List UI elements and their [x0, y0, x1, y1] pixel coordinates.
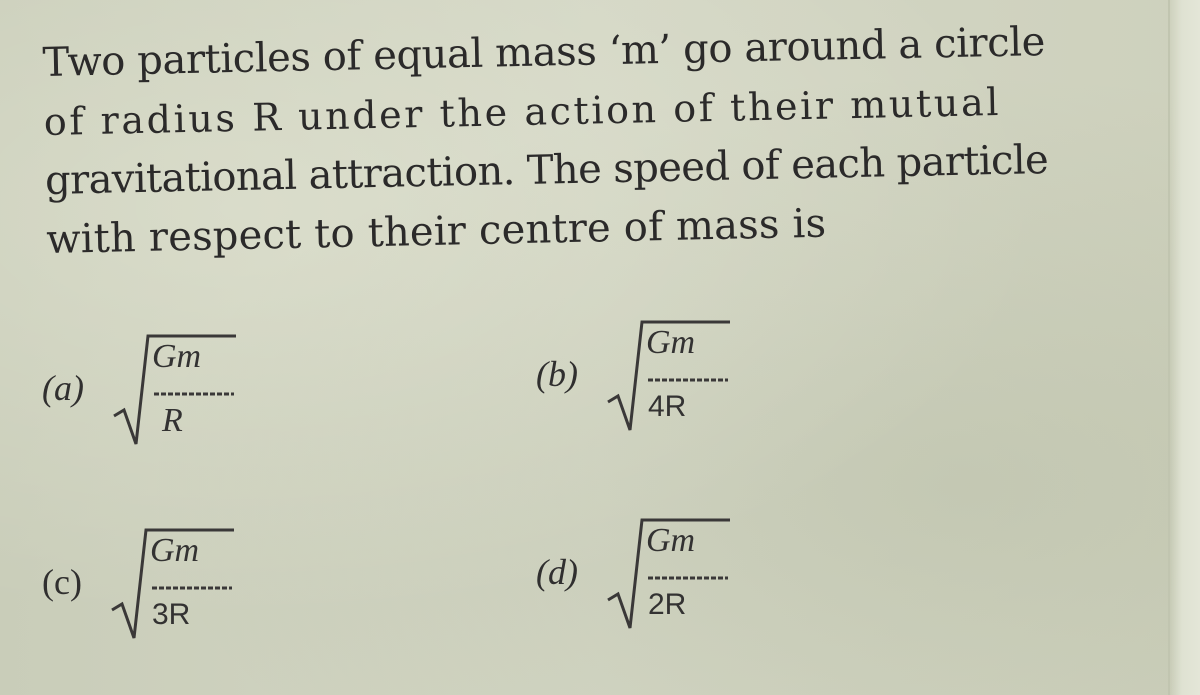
- option-d-numerator: Gm: [645, 522, 696, 559]
- option-c-label: (c): [42, 562, 82, 602]
- option-d-label: (d): [536, 552, 578, 592]
- option-c[interactable]: [42, 522, 238, 642]
- option-a[interactable]: [42, 328, 240, 448]
- option-c-formula: [108, 522, 238, 642]
- option-c-denominator: 3R: [151, 598, 191, 631]
- option-a-numerator: Gm: [151, 338, 202, 375]
- option-a-denominator: R: [161, 402, 183, 439]
- option-b-formula: [604, 314, 734, 434]
- question-line-1: Two particles of equal mass ‘m’ go around a circle: [42, 19, 1046, 86]
- option-d[interactable]: [536, 512, 734, 632]
- option-c-numerator: Gm: [149, 532, 200, 569]
- option-d-formula: [604, 512, 734, 632]
- option-b-numerator: Gm: [645, 324, 696, 361]
- question-text: [42, 13, 1067, 270]
- option-b[interactable]: [536, 314, 734, 434]
- option-b-label: (b): [536, 354, 578, 394]
- page-binding-edge: [1168, 0, 1200, 695]
- question-line-4: with respect to their centre of mass is: [45, 200, 827, 263]
- question-line-2: of radius R under the action of their mutual: [43, 79, 1002, 144]
- option-a-formula: [110, 328, 240, 448]
- option-d-denominator: 2R: [647, 588, 687, 621]
- option-a-label: (a): [42, 368, 84, 408]
- question-line-3: gravitational attraction. The speed of each particle: [44, 136, 1049, 204]
- option-b-denominator: 4R: [647, 390, 687, 423]
